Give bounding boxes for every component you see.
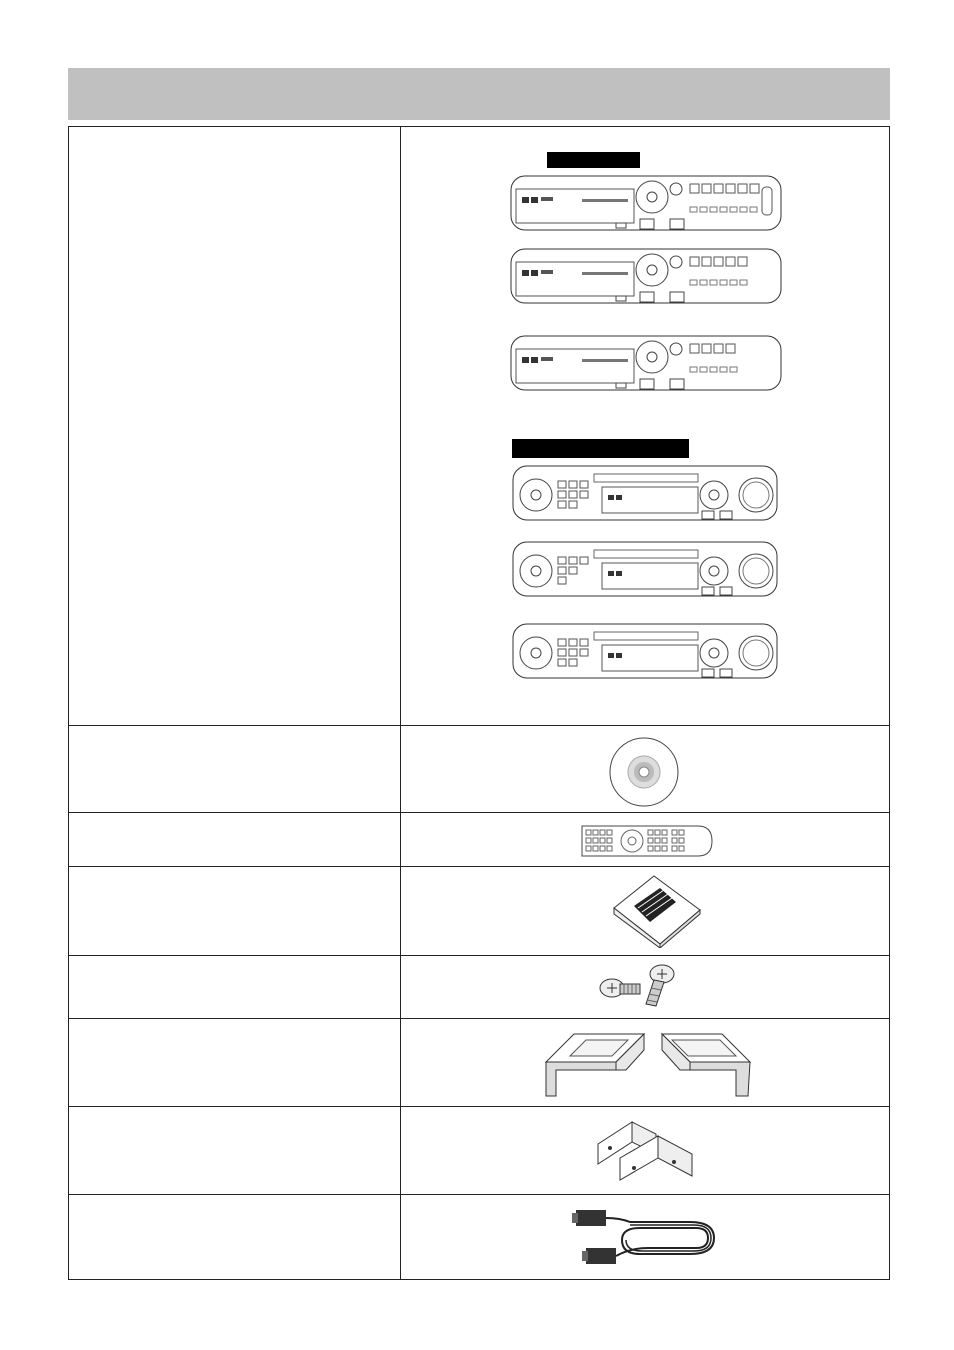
row-divider (69, 1018, 889, 1019)
row-divider (69, 1106, 889, 1107)
dvr-front-panel-icon (510, 175, 782, 231)
cd-icon (608, 736, 680, 808)
row-divider (69, 955, 889, 956)
screws-icon (598, 962, 676, 1010)
row-divider (69, 812, 889, 813)
group-label-2 (512, 439, 689, 458)
section-header-bar (68, 68, 890, 120)
hdd-bracket-icon (540, 1024, 752, 1100)
dvr-front-panel-icon (510, 248, 782, 304)
group-label-1 (547, 152, 640, 168)
dvr-front-panel-icon (512, 465, 778, 521)
manual-book-icon (612, 872, 702, 948)
rack-bracket-icon (594, 1114, 696, 1190)
dvr-front-panel-icon (512, 541, 778, 597)
dvr-front-panel-icon (510, 335, 782, 391)
row-divider (69, 1194, 889, 1195)
row-divider (69, 725, 889, 726)
dvr-front-panel-icon (512, 623, 778, 679)
cable-icon (570, 1202, 720, 1272)
remote-control-icon (580, 822, 714, 860)
row-divider (69, 866, 889, 867)
